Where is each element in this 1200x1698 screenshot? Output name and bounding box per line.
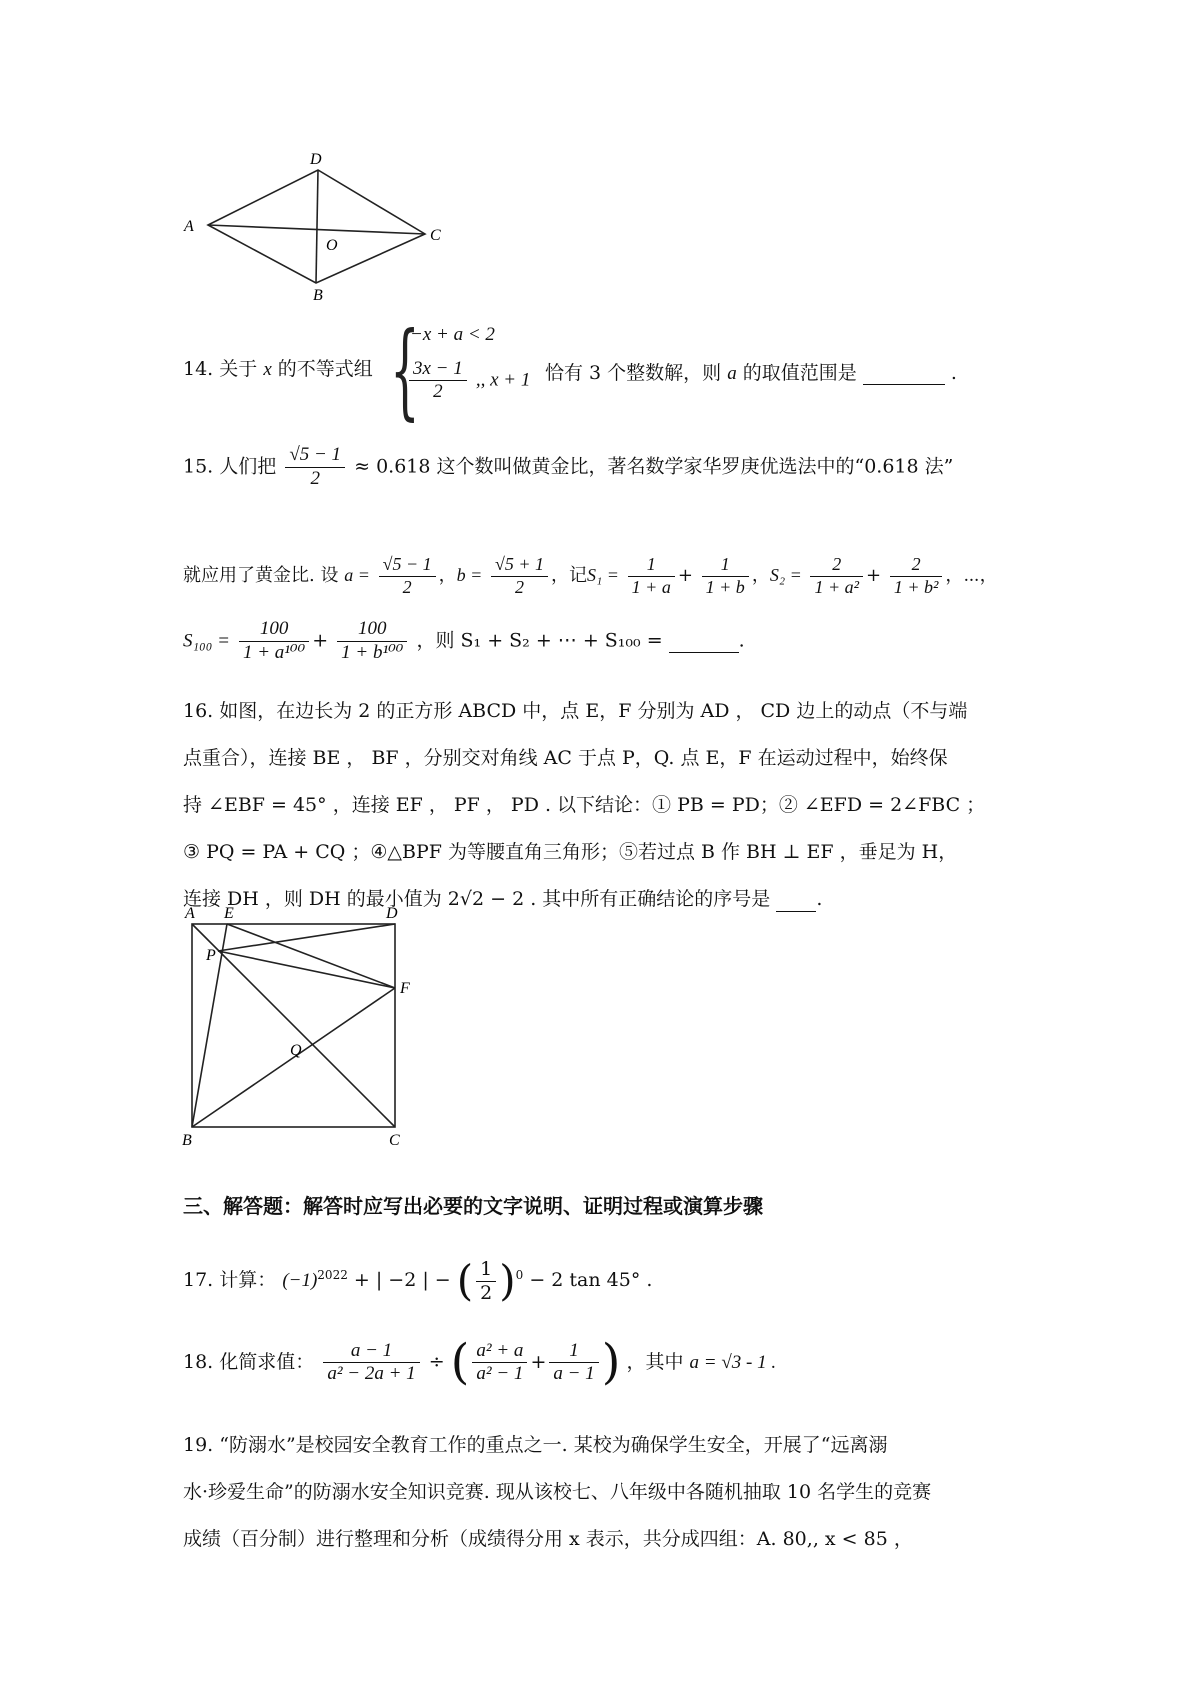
q15-line1-a: 15. 人们把 — [183, 455, 277, 478]
q15-s2-term2: $\frac{2}{\text{1 + b²}}$ — [890, 554, 943, 598]
q15-s100-term1: $\frac{100}{\text{1 + a¹⁰⁰}}$ — [239, 618, 309, 665]
q16-line-2: 点重合），连接 BE ， BF ，分别交对角线 AC 于点 P，Q. 点 E，F 在运动过程中，始终保 — [183, 747, 948, 769]
rhombus-label-a: A — [184, 218, 194, 235]
q14-answer-blank[interactable] — [863, 362, 945, 385]
rhombus-label-d: D — [310, 151, 322, 168]
q16-line-1: 16. 如图，在边长为 2 的正方形 ABCD 中，点 E，F 分别为 AD ， CD 边上的动点（不与端 — [183, 700, 968, 722]
square-label-f: F — [400, 980, 410, 997]
q16-answer-blank[interactable] — [776, 888, 816, 912]
q16-line-5: 连接 DH ，则 DH 的最小值为 2√2 − 2 . 其中所有正确结论的序号是 — [183, 888, 771, 910]
square-label-c: C — [389, 1132, 400, 1149]
q15-answer-blank[interactable] — [669, 629, 739, 653]
q14-text-d: 的取值范围是 — [742, 362, 857, 384]
q15-s100-term2: $\frac{100}{\text{1 + b¹⁰⁰}}$ — [337, 618, 407, 665]
q14-text-b: 的不等式组 — [277, 358, 373, 380]
square-label-a: A — [185, 905, 195, 922]
q15-s2-term1: $\frac{2}{\text{1 + a²}}$ — [810, 554, 863, 598]
rhombus-label-c: C — [430, 227, 441, 244]
q19-line-3: 成绩（百分制）进行整理和分析（成绩得分用 x 表示，共分成四组：A. 80,, x < 85 ， — [183, 1528, 913, 1550]
q16-line-4: ③ PQ = PA + CQ ；④△BPF 为等腰直角三角形；⑤若过点 B 作 BH ⊥ EF ，垂足为 H， — [183, 841, 958, 863]
q18-condition: a = √3 - 1 . — [689, 1351, 777, 1373]
q14-ineq-2-frac: $\frac{3x - 1}{2}$ — [409, 358, 467, 403]
square-label-d: D — [386, 905, 398, 922]
square-label-p: P — [206, 947, 216, 964]
q15-s100: S₁₀₀ = — [183, 630, 230, 652]
square-figure — [180, 900, 420, 1150]
q19-line-2: 水·珍爱生命”的防溺水安全知识竞赛. 现从该校七、八年级中各随机抽取 10 名学生的竞赛 — [183, 1481, 932, 1503]
q15-b-frac: $\frac{√5 + 1}{2}$ — [491, 554, 548, 598]
rhombus-label-b: B — [313, 287, 323, 300]
q15-s1-term2: $\frac{1}{1 + b}$ — [702, 554, 749, 598]
q18-frac-3: $\frac{1}{a - 1}$ — [549, 1340, 598, 1387]
q14-var-a: a — [727, 363, 737, 384]
rhombus-label-o: O — [326, 237, 338, 254]
section-3-heading: 三、解答题：解答时应写出必要的文字说明、证明过程或演算步骤 — [183, 1194, 763, 1218]
q16-line-3: 持 ∠EBF = 45° ，连接 EF ， PF ， PD . 以下结论：① PB = PD；② ∠EFD = 2∠FBC ； — [183, 794, 986, 816]
q18-frac-2: $\frac{\text{a² + a}}{\text{a² − 1}}$ — [472, 1340, 527, 1387]
q14-text-c: 恰有 3 个整数解，则 — [545, 362, 722, 384]
rhombus-figure — [180, 150, 460, 300]
q14-brace: { — [390, 309, 420, 431]
q15-s1-term1: $\frac{1}{1 + a}$ — [628, 554, 675, 598]
square-label-q: Q — [290, 1042, 302, 1059]
q15-a-frac: $\frac{√5 - 1}{2}$ — [379, 554, 436, 598]
q14-ineq-1: −x + a < 2 — [410, 324, 495, 345]
square-label-e: E — [224, 905, 234, 922]
q14-var-x: x — [263, 359, 272, 380]
q15-golden-frac: $\frac{√5 - 1}{2}$ — [285, 444, 345, 491]
question-17: 17. 计算： $(-1)^{2022}$ + | −2 | − ( $\frac{1}{2}$ )$^0$ − 2 tan 45° . — [183, 1256, 653, 1305]
q15-line1-b: ≈ 0.618 这个数叫做黄金比，著名数学家华罗庚优选法中的“0.618 法” — [354, 455, 954, 478]
q18-frac-1: $\frac{a - 1}{\text{a² − 2a + 1}}$ — [323, 1340, 419, 1387]
question-18: 18. 化简求值： $\frac{a - 1}{\text{a² − 2a + 1}}$ ÷ ( $\frac{\text{a² + a}}{\text{a² − 1}}$ + $\frac{1}{a - 1}$ ) ，其中 a = √3 - 1 . — [183, 1334, 777, 1390]
q14-ineq-2-rest: ,, x + 1 — [475, 369, 531, 391]
q18-label: 18. 化简求值： — [183, 1350, 315, 1373]
q17-half-frac: $\frac{1}{2}$ — [476, 1258, 496, 1305]
q17-label: 17. 计算： — [183, 1269, 277, 1292]
square-label-b: B — [182, 1132, 192, 1149]
q19-line-1: 19. “防溺水”是校园安全教育工作的重点之一. 某校为确保学生安全，开展了“远离溺 — [183, 1434, 888, 1456]
q14-text-a: 14. 关于 — [183, 358, 258, 380]
q15-line3-b: ，则 S₁ + S₂ + ⋯ + S₁₀₀ = — [416, 629, 663, 652]
q15-line2-a: 就应用了黄金比. 设 — [183, 565, 339, 587]
